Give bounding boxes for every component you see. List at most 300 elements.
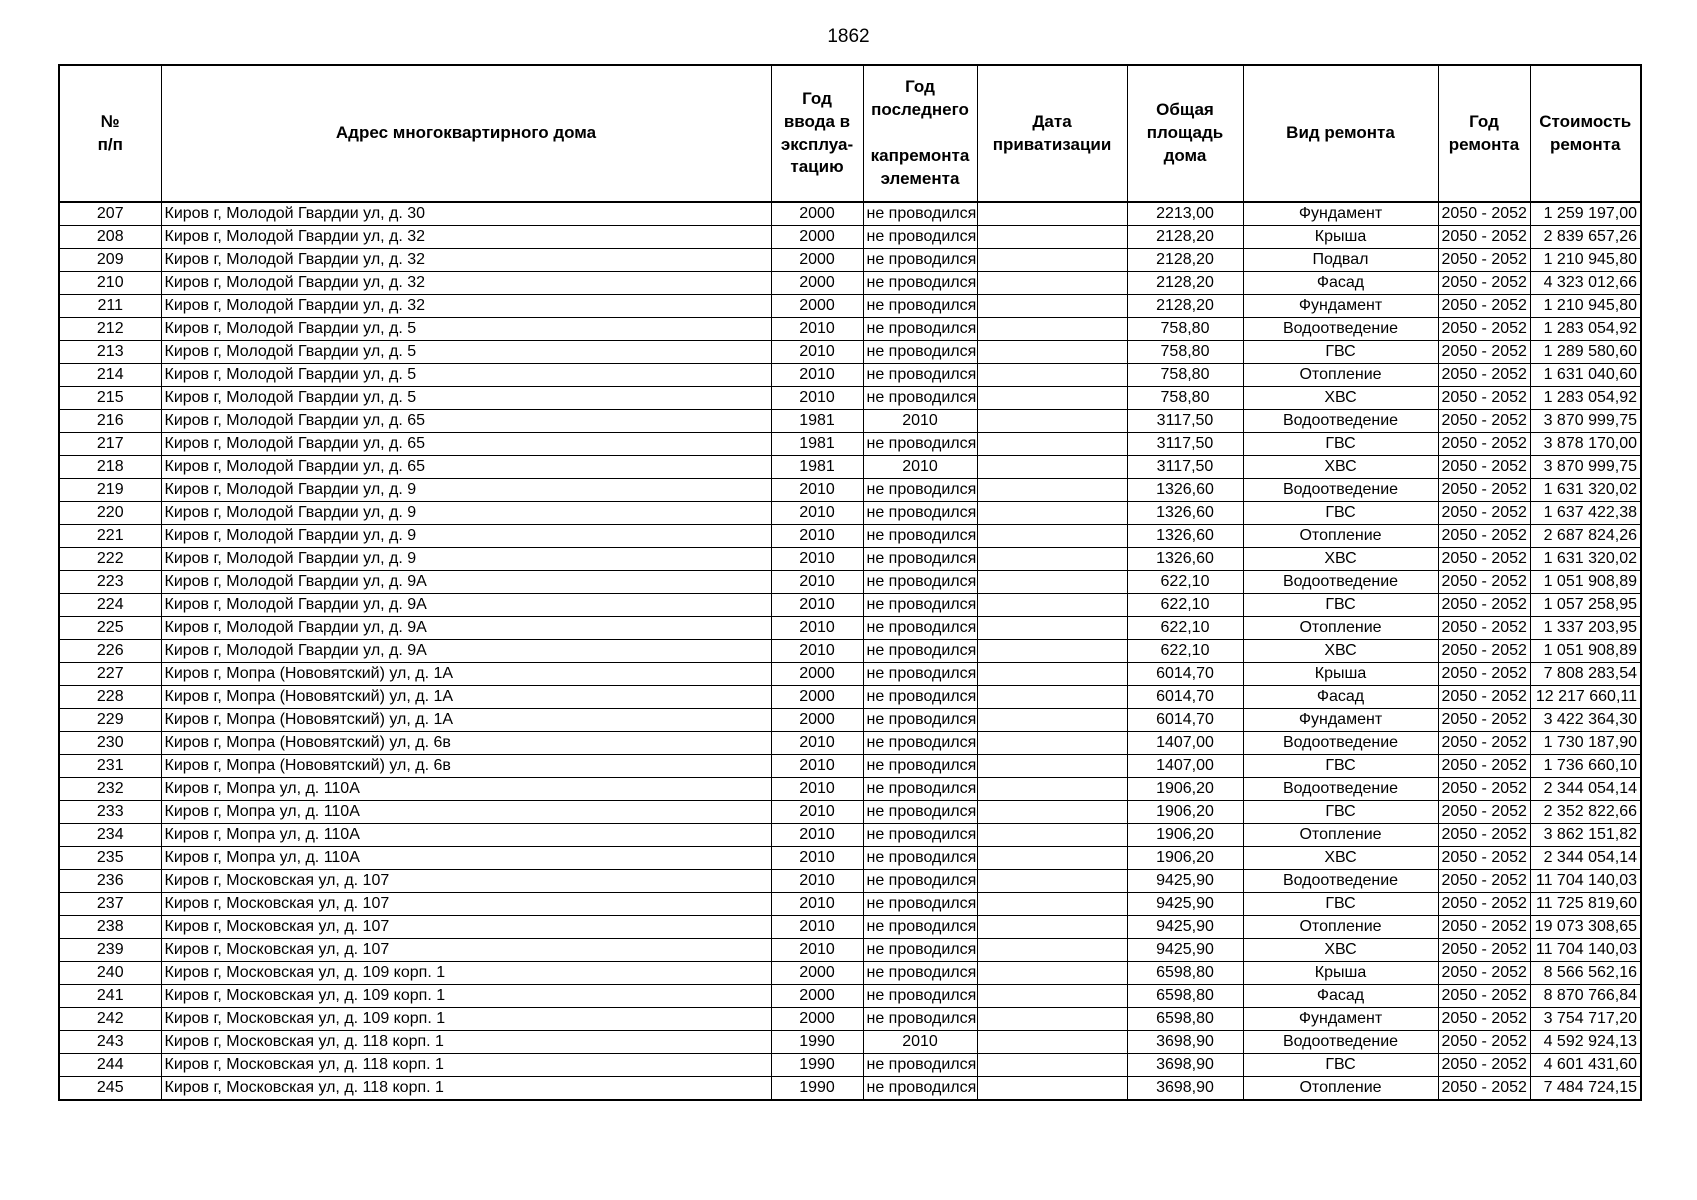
cell-privatization — [977, 824, 1127, 847]
cell-repair-years: 2050 - 2052 — [1438, 709, 1530, 732]
cell-privatization — [977, 870, 1127, 893]
cell-repair-type: Водоотведение — [1243, 732, 1438, 755]
cell-repair-years: 2050 - 2052 — [1438, 594, 1530, 617]
cell-last-repair: 2010 — [863, 456, 977, 479]
cell-repair-years: 2050 - 2052 — [1438, 1031, 1530, 1054]
cell-no: 226 — [59, 640, 161, 663]
cell-area: 3117,50 — [1127, 410, 1243, 433]
cell-cost: 3 422 364,30 — [1530, 709, 1641, 732]
cell-repair-type: Фундамент — [1243, 202, 1438, 226]
cell-last-repair: не проводился — [863, 433, 977, 456]
cell-area: 6598,80 — [1127, 1008, 1243, 1031]
cell-repair-years: 2050 - 2052 — [1438, 1077, 1530, 1101]
cell-repair-years: 2050 - 2052 — [1438, 502, 1530, 525]
cell-repair-years: 2050 - 2052 — [1438, 364, 1530, 387]
cell-privatization — [977, 778, 1127, 801]
cell-area: 3698,90 — [1127, 1054, 1243, 1077]
cell-year-built: 2010 — [771, 847, 863, 870]
cell-repair-type: Фасад — [1243, 985, 1438, 1008]
cell-repair-type: ХВС — [1243, 548, 1438, 571]
table-row — [59, 847, 1641, 870]
cell-cost: 1 730 187,90 — [1530, 732, 1641, 755]
cell-privatization — [977, 640, 1127, 663]
cell-year-built: 2010 — [771, 318, 863, 341]
cell-area: 6014,70 — [1127, 709, 1243, 732]
cell-repair-type: ХВС — [1243, 640, 1438, 663]
cell-repair-years: 2050 - 2052 — [1438, 571, 1530, 594]
cell-last-repair: не проводился — [863, 939, 977, 962]
cell-repair-years: 2050 - 2052 — [1438, 318, 1530, 341]
cell-area: 3117,50 — [1127, 456, 1243, 479]
cell-repair-years: 2050 - 2052 — [1438, 341, 1530, 364]
cell-year-built: 2000 — [771, 272, 863, 295]
table-body — [59, 202, 1641, 1100]
cell-address: Киров г, Московская ул, д. 118 корп. 1 — [161, 1077, 771, 1101]
cell-address: Киров г, Мопра (Нововятский) ул, д. 1А — [161, 663, 771, 686]
header-cost-label: Стоимость ремонта — [1539, 111, 1632, 154]
cell-privatization — [977, 1077, 1127, 1101]
cell-address: Киров г, Мопра (Нововятский) ул, д. 1А — [161, 686, 771, 709]
cell-address: Киров г, Московская ул, д. 107 — [161, 939, 771, 962]
cell-area: 1906,20 — [1127, 778, 1243, 801]
cell-area: 758,80 — [1127, 318, 1243, 341]
cell-repair-type: Отопление — [1243, 1077, 1438, 1101]
cell-repair-type: Водоотведение — [1243, 870, 1438, 893]
cell-area: 6598,80 — [1127, 962, 1243, 985]
cell-repair-type: ГВС — [1243, 755, 1438, 778]
table-row — [59, 916, 1641, 939]
cell-last-repair: не проводился — [863, 870, 977, 893]
cell-last-repair: не проводился — [863, 502, 977, 525]
cell-repair-years: 2050 - 2052 — [1438, 456, 1530, 479]
cell-year-built: 2010 — [771, 939, 863, 962]
cell-cost: 2 344 054,14 — [1530, 778, 1641, 801]
cell-repair-years: 2050 - 2052 — [1438, 663, 1530, 686]
cell-address: Киров г, Молодой Гвардии ул, д. 9А — [161, 594, 771, 617]
table-row — [59, 364, 1641, 387]
cell-area: 9425,90 — [1127, 916, 1243, 939]
cell-no: 233 — [59, 801, 161, 824]
table-row — [59, 548, 1641, 571]
cell-cost: 1 051 908,89 — [1530, 571, 1641, 594]
cell-privatization — [977, 594, 1127, 617]
cell-repair-type: ГВС — [1243, 1054, 1438, 1077]
cell-no: 227 — [59, 663, 161, 686]
cell-repair-type: Фундамент — [1243, 295, 1438, 318]
cell-cost: 7 808 283,54 — [1530, 663, 1641, 686]
cell-last-repair: не проводился — [863, 663, 977, 686]
cell-cost: 1 210 945,80 — [1530, 249, 1641, 272]
cell-cost: 4 323 012,66 — [1530, 272, 1641, 295]
cell-repair-type: ГВС — [1243, 594, 1438, 617]
cell-repair-type: Крыша — [1243, 962, 1438, 985]
cell-area: 1407,00 — [1127, 732, 1243, 755]
header-area — [1127, 65, 1243, 202]
cell-last-repair: не проводился — [863, 387, 977, 410]
table-row — [59, 824, 1641, 847]
cell-last-repair: не проводился — [863, 249, 977, 272]
cell-last-repair: не проводился — [863, 847, 977, 870]
cell-cost: 4 601 431,60 — [1530, 1054, 1641, 1077]
cell-last-repair: не проводился — [863, 272, 977, 295]
cell-privatization — [977, 686, 1127, 709]
cell-repair-years: 2050 - 2052 — [1438, 479, 1530, 502]
table-row — [59, 295, 1641, 318]
cell-area: 6014,70 — [1127, 686, 1243, 709]
cell-last-repair: не проводился — [863, 755, 977, 778]
cell-area: 1407,00 — [1127, 755, 1243, 778]
cell-year-built: 2000 — [771, 663, 863, 686]
cell-year-built: 2010 — [771, 387, 863, 410]
cell-area: 3698,90 — [1127, 1077, 1243, 1101]
table-row — [59, 893, 1641, 916]
cell-no: 231 — [59, 755, 161, 778]
repair-registry-table — [58, 64, 1642, 1101]
cell-repair-type: ХВС — [1243, 387, 1438, 410]
cell-no: 213 — [59, 341, 161, 364]
cell-repair-type: ХВС — [1243, 847, 1438, 870]
cell-area: 9425,90 — [1127, 939, 1243, 962]
table-row — [59, 1077, 1641, 1101]
cell-area: 622,10 — [1127, 594, 1243, 617]
cell-year-built: 2010 — [771, 364, 863, 387]
cell-privatization — [977, 341, 1127, 364]
cell-area: 1326,60 — [1127, 479, 1243, 502]
cell-last-repair: не проводился — [863, 571, 977, 594]
table-row — [59, 663, 1641, 686]
cell-last-repair: не проводился — [863, 525, 977, 548]
cell-repair-years: 2050 - 2052 — [1438, 686, 1530, 709]
table-row — [59, 272, 1641, 295]
cell-last-repair: не проводился — [863, 548, 977, 571]
cell-year-built: 2010 — [771, 502, 863, 525]
cell-area: 1326,60 — [1127, 502, 1243, 525]
cell-no: 243 — [59, 1031, 161, 1054]
cell-last-repair: 2010 — [863, 410, 977, 433]
cell-last-repair: не проводился — [863, 824, 977, 847]
cell-year-built: 2010 — [771, 893, 863, 916]
cell-privatization — [977, 318, 1127, 341]
cell-privatization — [977, 548, 1127, 571]
table-row — [59, 962, 1641, 985]
header-privatization-label: Дата приватизации — [992, 111, 1112, 154]
cell-repair-years: 2050 - 2052 — [1438, 525, 1530, 548]
cell-address: Киров г, Мопра ул, д. 110А — [161, 847, 771, 870]
cell-no: 244 — [59, 1054, 161, 1077]
cell-cost: 11 725 819,60 — [1530, 893, 1641, 916]
cell-area: 2213,00 — [1127, 202, 1243, 226]
cell-area: 2128,20 — [1127, 272, 1243, 295]
cell-address: Киров г, Молодой Гвардии ул, д. 5 — [161, 387, 771, 410]
cell-repair-type: Водоотведение — [1243, 410, 1438, 433]
cell-no: 211 — [59, 295, 161, 318]
cell-privatization — [977, 525, 1127, 548]
cell-privatization — [977, 1054, 1127, 1077]
cell-cost: 11 704 140,03 — [1530, 939, 1641, 962]
cell-address: Киров г, Молодой Гвардии ул, д. 9 — [161, 502, 771, 525]
cell-year-built: 2010 — [771, 870, 863, 893]
cell-year-built: 2000 — [771, 249, 863, 272]
table-row — [59, 1054, 1641, 1077]
cell-area: 6014,70 — [1127, 663, 1243, 686]
table-row — [59, 202, 1641, 226]
cell-address: Киров г, Молодой Гвардии ул, д. 65 — [161, 456, 771, 479]
header-area-label: Общая площадь дома — [1146, 100, 1224, 165]
cell-cost: 1 057 258,95 — [1530, 594, 1641, 617]
table-row — [59, 410, 1641, 433]
cell-repair-years: 2050 - 2052 — [1438, 847, 1530, 870]
table-row — [59, 801, 1641, 824]
header-year-built-label: Год ввода в эксплуа-тацию — [780, 88, 854, 177]
header-repair-years-label: Год ремонта — [1448, 111, 1520, 154]
cell-address: Киров г, Московская ул, д. 118 корп. 1 — [161, 1054, 771, 1077]
cell-no: 240 — [59, 962, 161, 985]
cell-cost: 1 631 040,60 — [1530, 364, 1641, 387]
table-row — [59, 870, 1641, 893]
cell-no: 222 — [59, 548, 161, 571]
cell-privatization — [977, 732, 1127, 755]
cell-address: Киров г, Мопра (Нововятский) ул, д. 6в — [161, 755, 771, 778]
cell-repair-years: 2050 - 2052 — [1438, 640, 1530, 663]
header-address-label: Адрес многоквартирного дома — [335, 123, 597, 143]
cell-address: Киров г, Молодой Гвардии ул, д. 65 — [161, 410, 771, 433]
cell-privatization — [977, 801, 1127, 824]
cell-no: 232 — [59, 778, 161, 801]
cell-no: 220 — [59, 502, 161, 525]
cell-no: 241 — [59, 985, 161, 1008]
cell-privatization — [977, 939, 1127, 962]
cell-last-repair: не проводился — [863, 1054, 977, 1077]
table-row — [59, 226, 1641, 249]
cell-address: Киров г, Молодой Гвардии ул, д. 32 — [161, 295, 771, 318]
cell-no: 209 — [59, 249, 161, 272]
cell-last-repair: не проводился — [863, 479, 977, 502]
cell-address: Киров г, Мопра ул, д. 110А — [161, 778, 771, 801]
cell-cost: 3 862 151,82 — [1530, 824, 1641, 847]
cell-no: 236 — [59, 870, 161, 893]
cell-repair-years: 2050 - 2052 — [1438, 939, 1530, 962]
cell-area: 1906,20 — [1127, 801, 1243, 824]
cell-no: 237 — [59, 893, 161, 916]
cell-address: Киров г, Молодой Гвардии ул, д. 9А — [161, 640, 771, 663]
cell-repair-type: ХВС — [1243, 456, 1438, 479]
cell-year-built: 2010 — [771, 732, 863, 755]
cell-last-repair: не проводился — [863, 962, 977, 985]
header-privatization — [977, 65, 1127, 202]
cell-area: 622,10 — [1127, 571, 1243, 594]
cell-privatization — [977, 387, 1127, 410]
cell-address: Киров г, Мопра ул, д. 110А — [161, 824, 771, 847]
cell-cost: 2 344 054,14 — [1530, 847, 1641, 870]
cell-year-built: 1990 — [771, 1054, 863, 1077]
cell-year-built: 2010 — [771, 640, 863, 663]
cell-no: 219 — [59, 479, 161, 502]
cell-area: 622,10 — [1127, 617, 1243, 640]
header-row — [59, 65, 1641, 202]
cell-privatization — [977, 962, 1127, 985]
cell-last-repair: не проводился — [863, 341, 977, 364]
cell-last-repair: не проводился — [863, 709, 977, 732]
cell-repair-type: ГВС — [1243, 341, 1438, 364]
cell-address: Киров г, Молодой Гвардии ул, д. 9А — [161, 571, 771, 594]
cell-last-repair: не проводился — [863, 594, 977, 617]
cell-no: 230 — [59, 732, 161, 755]
header-address — [161, 65, 771, 202]
cell-address: Киров г, Мопра (Нововятский) ул, д. 1А — [161, 709, 771, 732]
cell-year-built: 2010 — [771, 479, 863, 502]
table-row — [59, 433, 1641, 456]
cell-year-built: 2000 — [771, 686, 863, 709]
cell-no: 238 — [59, 916, 161, 939]
cell-privatization — [977, 433, 1127, 456]
header-repair-type — [1243, 65, 1438, 202]
cell-repair-type: Отопление — [1243, 916, 1438, 939]
cell-cost: 2 687 824,26 — [1530, 525, 1641, 548]
cell-repair-type: Водоотведение — [1243, 479, 1438, 502]
cell-repair-type: Водоотведение — [1243, 318, 1438, 341]
cell-last-repair: не проводился — [863, 202, 977, 226]
cell-cost: 1 051 908,89 — [1530, 640, 1641, 663]
cell-privatization — [977, 479, 1127, 502]
header-cost — [1530, 65, 1641, 202]
cell-address: Киров г, Молодой Гвардии ул, д. 9 — [161, 479, 771, 502]
cell-privatization — [977, 916, 1127, 939]
table-row — [59, 479, 1641, 502]
cell-last-repair: не проводился — [863, 295, 977, 318]
cell-no: 235 — [59, 847, 161, 870]
cell-repair-type: Отопление — [1243, 824, 1438, 847]
cell-repair-years: 2050 - 2052 — [1438, 617, 1530, 640]
cell-area: 6598,80 — [1127, 985, 1243, 1008]
cell-year-built: 2000 — [771, 202, 863, 226]
cell-repair-type: Водоотведение — [1243, 571, 1438, 594]
cell-address: Киров г, Московская ул, д. 107 — [161, 916, 771, 939]
cell-last-repair: не проводился — [863, 364, 977, 387]
cell-area: 2128,20 — [1127, 226, 1243, 249]
cell-year-built: 2010 — [771, 594, 863, 617]
table-row — [59, 249, 1641, 272]
header-last-repair — [863, 65, 977, 202]
cell-year-built: 2010 — [771, 548, 863, 571]
cell-address: Киров г, Молодой Гвардии ул, д. 32 — [161, 249, 771, 272]
cell-no: 234 — [59, 824, 161, 847]
cell-last-repair: не проводился — [863, 640, 977, 663]
cell-cost: 2 352 822,66 — [1530, 801, 1641, 824]
cell-year-built: 2000 — [771, 226, 863, 249]
table-row — [59, 1008, 1641, 1031]
cell-last-repair: не проводился — [863, 617, 977, 640]
cell-address: Киров г, Молодой Гвардии ул, д. 32 — [161, 272, 771, 295]
cell-year-built: 2010 — [771, 801, 863, 824]
cell-address: Киров г, Молодой Гвардии ул, д. 5 — [161, 318, 771, 341]
cell-area: 758,80 — [1127, 364, 1243, 387]
cell-repair-type: Фундамент — [1243, 709, 1438, 732]
cell-area: 2128,20 — [1127, 295, 1243, 318]
table-row — [59, 709, 1641, 732]
cell-repair-type: Водоотведение — [1243, 778, 1438, 801]
cell-last-repair: не проводился — [863, 985, 977, 1008]
header-no-label: № п/п — [97, 111, 123, 154]
cell-repair-years: 2050 - 2052 — [1438, 226, 1530, 249]
cell-area: 3698,90 — [1127, 1031, 1243, 1054]
cell-year-built: 1981 — [771, 433, 863, 456]
cell-year-built: 1990 — [771, 1077, 863, 1101]
cell-last-repair: не проводился — [863, 1077, 977, 1101]
cell-area: 9425,90 — [1127, 870, 1243, 893]
cell-privatization — [977, 272, 1127, 295]
cell-no: 228 — [59, 686, 161, 709]
cell-year-built: 1990 — [771, 1031, 863, 1054]
cell-privatization — [977, 226, 1127, 249]
cell-area: 758,80 — [1127, 341, 1243, 364]
cell-last-repair: не проводился — [863, 686, 977, 709]
cell-repair-type: Крыша — [1243, 663, 1438, 686]
cell-cost: 19 073 308,65 — [1530, 916, 1641, 939]
cell-no: 225 — [59, 617, 161, 640]
cell-repair-years: 2050 - 2052 — [1438, 801, 1530, 824]
cell-no: 245 — [59, 1077, 161, 1101]
cell-no: 221 — [59, 525, 161, 548]
cell-last-repair: не проводился — [863, 916, 977, 939]
cell-year-built: 2010 — [771, 525, 863, 548]
cell-privatization — [977, 755, 1127, 778]
cell-address: Киров г, Мопра ул, д. 110А — [161, 801, 771, 824]
cell-repair-years: 2050 - 2052 — [1438, 249, 1530, 272]
cell-year-built: 2000 — [771, 709, 863, 732]
cell-address: Киров г, Молодой Гвардии ул, д. 9А — [161, 617, 771, 640]
cell-cost: 2 839 657,26 — [1530, 226, 1641, 249]
cell-privatization — [977, 985, 1127, 1008]
cell-repair-type: ГВС — [1243, 893, 1438, 916]
table-row — [59, 617, 1641, 640]
table-row — [59, 341, 1641, 364]
cell-address: Киров г, Молодой Гвардии ул, д. 65 — [161, 433, 771, 456]
cell-address: Киров г, Молодой Гвардии ул, д. 30 — [161, 202, 771, 226]
cell-last-repair: не проводился — [863, 318, 977, 341]
header-repair-type-label: Вид ремонта — [1286, 123, 1395, 143]
cell-repair-years: 2050 - 2052 — [1438, 202, 1530, 226]
cell-address: Киров г, Мопра (Нововятский) ул, д. 6в — [161, 732, 771, 755]
cell-cost: 11 704 140,03 — [1530, 870, 1641, 893]
cell-cost: 1 631 320,02 — [1530, 548, 1641, 571]
header-repair-years — [1438, 65, 1530, 202]
cell-area: 9425,90 — [1127, 893, 1243, 916]
table-row — [59, 778, 1641, 801]
table-row — [59, 387, 1641, 410]
cell-repair-years: 2050 - 2052 — [1438, 433, 1530, 456]
cell-repair-years: 2050 - 2052 — [1438, 916, 1530, 939]
cell-year-built: 2000 — [771, 295, 863, 318]
cell-repair-type: Отопление — [1243, 364, 1438, 387]
cell-privatization — [977, 502, 1127, 525]
cell-privatization — [977, 410, 1127, 433]
cell-privatization — [977, 456, 1127, 479]
cell-no: 229 — [59, 709, 161, 732]
cell-repair-years: 2050 - 2052 — [1438, 272, 1530, 295]
cell-repair-years: 2050 - 2052 — [1438, 870, 1530, 893]
cell-no: 216 — [59, 410, 161, 433]
cell-no: 239 — [59, 939, 161, 962]
cell-repair-years: 2050 - 2052 — [1438, 548, 1530, 571]
cell-repair-type: ГВС — [1243, 433, 1438, 456]
cell-privatization — [977, 663, 1127, 686]
cell-cost: 8 566 562,16 — [1530, 962, 1641, 985]
cell-cost: 8 870 766,84 — [1530, 985, 1641, 1008]
table-row — [59, 594, 1641, 617]
cell-address: Киров г, Московская ул, д. 109 корп. 1 — [161, 962, 771, 985]
cell-year-built: 1981 — [771, 456, 863, 479]
cell-year-built: 2000 — [771, 985, 863, 1008]
